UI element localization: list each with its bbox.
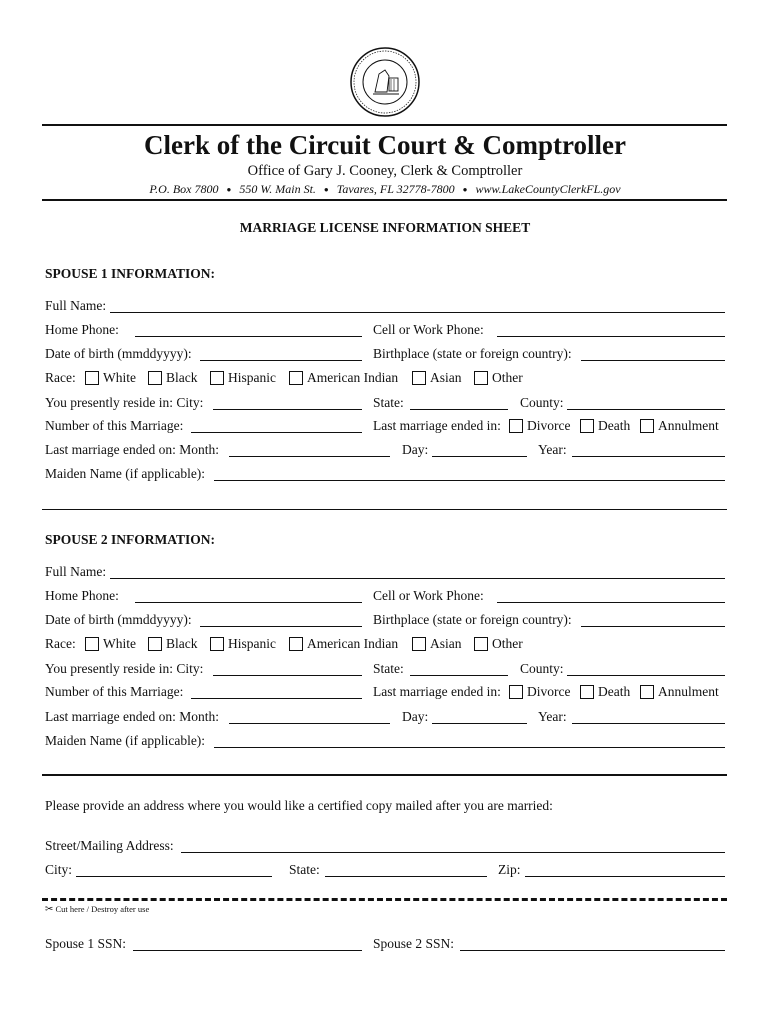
spouse1-cell-phone-label: Cell or Work Phone: — [373, 322, 484, 337]
spouse1-home-phone-field[interactable] — [135, 336, 362, 337]
spouse1-race-hispanic-label: Hispanic — [228, 370, 276, 385]
spouse1-race-white-label: White — [103, 370, 136, 385]
spouse2-state-field[interactable] — [410, 675, 508, 676]
spouse2-race-black-checkbox[interactable] — [148, 637, 162, 651]
spouse2-dob-label: Date of birth (mmddyyyy): — [45, 612, 192, 627]
spouse1-annulment-checkbox[interactable] — [640, 419, 654, 433]
spouse1-heading: SPOUSE 1 INFORMATION: — [45, 266, 216, 281]
spouse1-ssn-field[interactable] — [133, 950, 362, 951]
spouse2-city-label: You presently reside in: City: — [45, 661, 204, 676]
spouse1-dob-field[interactable] — [200, 360, 362, 361]
spouse1-last-ended-in-label: Last marriage ended in: — [373, 418, 501, 433]
mailing-city-label: City: — [45, 862, 73, 877]
spouse2-maiden-field[interactable] — [214, 747, 725, 748]
spouse1-divorce-label: Divorce — [527, 418, 571, 433]
bullet-2: ● — [323, 185, 329, 194]
spouse1-race-hispanic-checkbox[interactable] — [210, 371, 224, 385]
address-po-box: P.O. Box 7800 — [149, 182, 219, 196]
spouse2-race-black-label: Black — [166, 636, 198, 651]
mailing-zip-field[interactable] — [525, 876, 725, 877]
spouse2-annulment-label: Annulment — [658, 684, 719, 699]
spouse1-state-field[interactable] — [410, 409, 508, 410]
spouse2-day-field[interactable] — [432, 723, 527, 724]
spouse1-race-label: Race: — [45, 370, 76, 385]
spouse2-num-marriage-label: Number of this Marriage: — [45, 684, 184, 699]
spouse2-city-field[interactable] — [213, 675, 362, 676]
spouse1-death-label: Death — [598, 418, 631, 433]
cut-notice — [45, 904, 149, 915]
address-line — [0, 182, 770, 197]
bullet-1: ● — [226, 185, 232, 194]
spouse1-full-name-label: Full Name: — [45, 298, 107, 313]
spouse2-race-asian-checkbox[interactable] — [412, 637, 426, 651]
spouse1-ssn-label: Spouse 1 SSN: — [45, 936, 127, 951]
spouse2-death-label: Death — [598, 684, 631, 699]
section-divider-1 — [42, 509, 727, 510]
spouse1-race-american-indian-label: American Indian — [307, 370, 399, 385]
mailing-state-field[interactable] — [325, 876, 487, 877]
spouse1-city-field[interactable] — [213, 409, 362, 410]
spouse1-state-label: State: — [373, 395, 404, 410]
spouse1-county-field[interactable] — [567, 409, 725, 410]
spouse1-race-american-indian-checkbox[interactable] — [289, 371, 303, 385]
spouse2-maiden-label: Maiden Name (if applicable): — [45, 733, 206, 748]
spouse2-birthplace-label: Birthplace (state or foreign country): — [373, 612, 572, 627]
spouse1-race-white-checkbox[interactable] — [85, 371, 99, 385]
spouse1-race-other-label: Other — [492, 370, 523, 385]
page-title: Clerk of the Circuit Court & Comptroller — [144, 130, 626, 160]
spouse2-race-white-checkbox[interactable] — [85, 637, 99, 651]
spouse1-num-marriage-field[interactable] — [191, 432, 362, 433]
spouse2-state-label: State: — [373, 661, 404, 676]
spouse1-day-field[interactable] — [432, 456, 527, 457]
spouse2-home-phone-field[interactable] — [135, 602, 362, 603]
spouse1-dob-label: Date of birth (mmddyyyy): — [45, 346, 192, 361]
spouse1-year-field[interactable] — [572, 456, 725, 457]
spouse1-num-marriage-label: Number of this Marriage: — [45, 418, 184, 433]
spouse1-birthplace-field[interactable] — [581, 360, 725, 361]
spouse2-dob-field[interactable] — [200, 626, 362, 627]
address-street: 550 W. Main St. — [239, 182, 316, 196]
cut-notice-text: Cut here / Destroy after use — [55, 904, 150, 914]
spouse2-num-marriage-field[interactable] — [191, 698, 362, 699]
section-divider-2 — [42, 774, 727, 776]
mailing-zip-label: Zip: — [498, 862, 521, 877]
mailing-state-label: State: — [289, 862, 320, 877]
spouse2-death-checkbox[interactable] — [580, 685, 594, 699]
spouse1-birthplace-label: Birthplace (state or foreign country): — [373, 346, 572, 361]
mailing-prompt: Please provide an address where you would like a certified copy mailed after you are married: — [45, 798, 553, 813]
spouse2-annulment-checkbox[interactable] — [640, 685, 654, 699]
spouse2-divorce-label: Divorce — [527, 684, 571, 699]
spouse2-home-phone-label: Home Phone: — [45, 588, 119, 603]
county-seal — [349, 46, 421, 118]
scissors-icon: ✂ — [45, 904, 54, 915]
spouse2-race-american-indian-label: American Indian — [307, 636, 399, 651]
spouse1-death-checkbox[interactable] — [580, 419, 594, 433]
spouse2-year-label: Year: — [538, 709, 567, 724]
spouse2-birthplace-field[interactable] — [581, 626, 725, 627]
spouse2-last-ended-in-label: Last marriage ended in: — [373, 684, 501, 699]
spouse2-race-american-indian-checkbox[interactable] — [289, 637, 303, 651]
spouse2-county-label: County: — [520, 661, 564, 676]
spouse1-last-month-field[interactable] — [229, 456, 390, 457]
spouse2-race-hispanic-checkbox[interactable] — [210, 637, 224, 651]
address-city: Tavares, FL 32778-7800 — [336, 182, 455, 196]
spouse2-ssn-label: Spouse 2 SSN: — [373, 936, 455, 951]
spouse2-race-hispanic-label: Hispanic — [228, 636, 276, 651]
spouse2-race-label: Race: — [45, 636, 76, 651]
spouse2-race-other-label: Other — [492, 636, 523, 651]
address-website[interactable]: www.LakeCountyClerkFL.gov — [475, 182, 621, 196]
spouse1-full-name-field[interactable] — [110, 312, 725, 313]
spouse1-race-black-checkbox[interactable] — [148, 371, 162, 385]
bullet-3: ● — [462, 185, 468, 194]
header-bottom-rule — [42, 199, 727, 201]
spouse1-day-label: Day: — [402, 442, 429, 457]
spouse1-divorce-checkbox[interactable] — [509, 419, 523, 433]
spouse2-day-label: Day: — [402, 709, 429, 724]
spouse1-county-label: County: — [520, 395, 564, 410]
spouse2-race-other-checkbox[interactable] — [474, 637, 488, 651]
spouse2-full-name-label: Full Name: — [45, 564, 107, 579]
spouse1-race-other-checkbox[interactable] — [474, 371, 488, 385]
spouse2-county-field[interactable] — [567, 675, 725, 676]
spouse2-race-asian-label: Asian — [430, 636, 462, 651]
spouse1-race-black-label: Black — [166, 370, 198, 385]
spouse1-annulment-label: Annulment — [658, 418, 719, 433]
spouse1-maiden-field[interactable] — [214, 480, 725, 481]
spouse1-race-asian-label: Asian — [430, 370, 462, 385]
spouse1-city-label: You presently reside in: City: — [45, 395, 204, 410]
mailing-street-label: Street/Mailing Address: — [45, 838, 174, 853]
spouse1-maiden-label: Maiden Name (if applicable): — [45, 466, 206, 481]
spouse1-race-asian-checkbox[interactable] — [412, 371, 426, 385]
spouse2-race-white-label: White — [103, 636, 136, 651]
spouse1-home-phone-label: Home Phone: — [45, 322, 119, 337]
form-title: MARRIAGE LICENSE INFORMATION SHEET — [239, 220, 531, 235]
spouse2-year-field[interactable] — [572, 723, 725, 724]
spouse2-last-month-field[interactable] — [229, 723, 390, 724]
spouse2-full-name-field[interactable] — [110, 578, 725, 579]
spouse1-year-label: Year: — [538, 442, 567, 457]
spouse2-cell-phone-label: Cell or Work Phone: — [373, 588, 484, 603]
header-top-rule — [42, 124, 727, 126]
cut-line — [42, 898, 727, 901]
seal-icon — [349, 46, 421, 118]
spouse2-cell-phone-field[interactable] — [497, 602, 725, 603]
spouse2-last-month-label: Last marriage ended on: Month: — [45, 709, 219, 724]
spouse2-heading: SPOUSE 2 INFORMATION: — [45, 532, 216, 547]
mailing-street-field[interactable] — [181, 852, 725, 853]
mailing-city-field[interactable] — [76, 876, 272, 877]
spouse2-ssn-field[interactable] — [460, 950, 725, 951]
spouse2-divorce-checkbox[interactable] — [509, 685, 523, 699]
spouse1-last-month-label: Last marriage ended on: Month: — [45, 442, 219, 457]
spouse1-cell-phone-field[interactable] — [497, 336, 725, 337]
office-line: Office of Gary J. Cooney, Clerk & Comptroller — [247, 163, 523, 179]
